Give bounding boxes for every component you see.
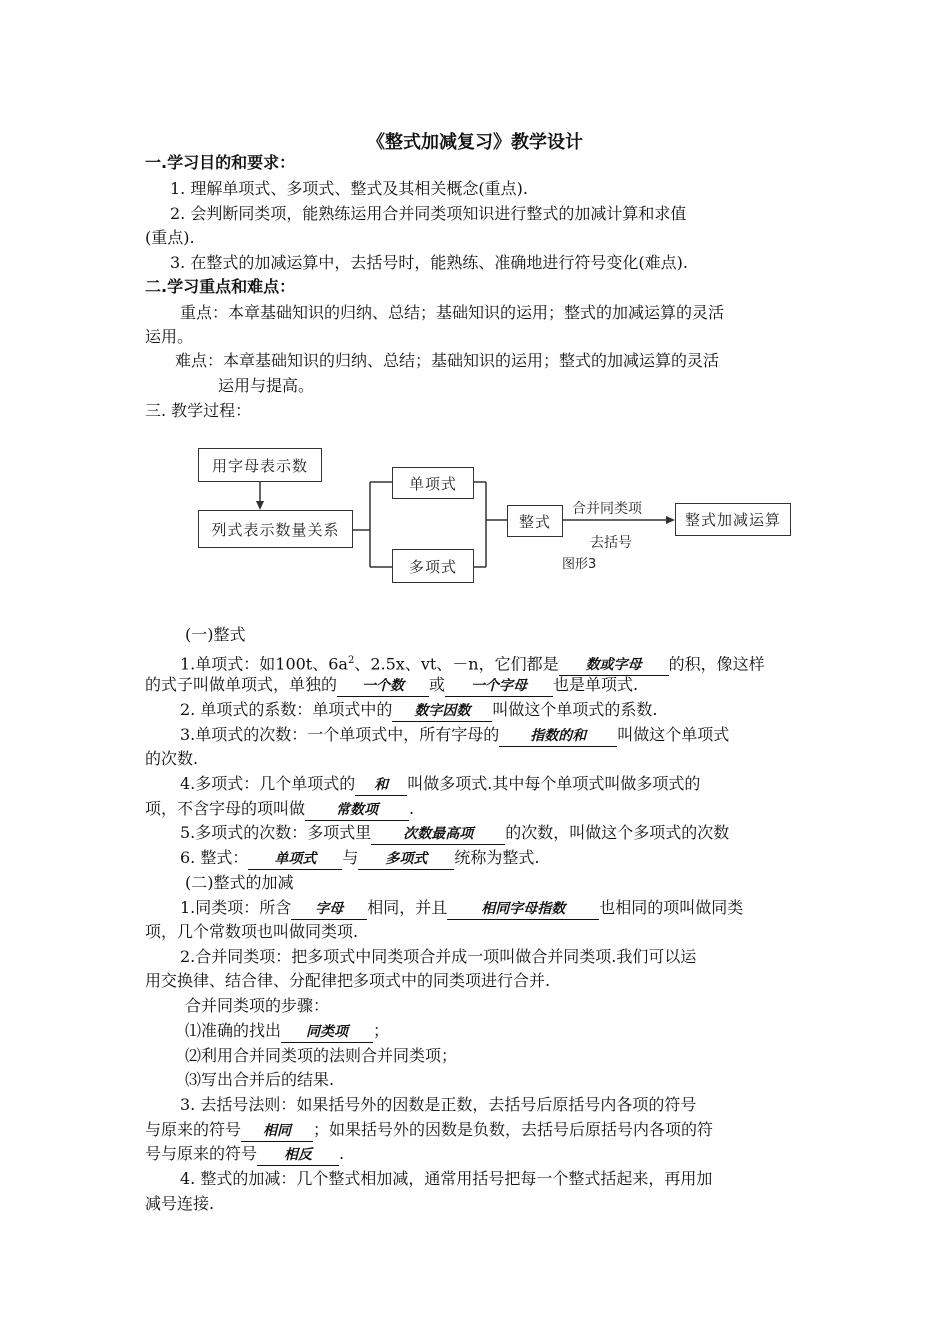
difficulties-line-2: 运用与提高。	[218, 376, 315, 395]
para-poly-degree	[180, 822, 729, 845]
label-remove-parentheses: 去括号	[590, 535, 632, 551]
step-1	[185, 1020, 389, 1043]
text: 的次数，叫做这个多项式的次数	[505, 823, 730, 842]
text: 、2.5x、vt、－n，它们都是	[354, 654, 559, 674]
para-degree-2: 的次数.	[145, 749, 199, 768]
exponent: 2	[347, 655, 355, 666]
fill-blank-answer: 同类项	[281, 1022, 373, 1043]
text: 5.多项式的次数：多项式里	[180, 823, 372, 842]
subsection-heading-add-subtract: (二)整式的加减	[185, 873, 294, 892]
para-combine-2: 用交换律、结合律、分配律把多项式中的同类项进行合并.	[145, 971, 551, 990]
text: 也是单项式.	[553, 675, 639, 694]
subsection-heading-integral: (一)整式	[185, 625, 246, 644]
section-heading-keypoints: 二.学习重点和难点：	[145, 277, 296, 296]
para-monomial-1	[180, 650, 765, 676]
text: 2. 单项式的系数：单项式中的	[180, 700, 393, 719]
text: 1.同类项：所含	[180, 898, 292, 917]
para-paren-rule-2	[145, 1119, 713, 1142]
figure-caption: 图形3	[562, 557, 597, 572]
text: 也相同的项叫做同类	[599, 898, 744, 917]
para-paren-rule-3	[145, 1143, 344, 1166]
para-monomial-2	[145, 674, 638, 697]
para-coefficient	[180, 699, 657, 722]
box-expressions-quantities: 列式表示数量关系	[198, 510, 353, 548]
text: 叫做这个单项式	[617, 725, 730, 744]
text: ；	[373, 1021, 390, 1040]
text: 项，不含字母的项叫做	[145, 799, 306, 818]
text: 统称为整式.	[454, 848, 540, 867]
text: ；如果括号外的因数是负数，去括号后原括号内各项的符	[313, 1120, 714, 1139]
para-integral-expr	[180, 847, 539, 870]
goal-item-2: 2. 会判断同类项，能熟练运用合并同类项知识进行整式的加减计算和求值	[170, 204, 687, 223]
para-polynomial-1	[180, 773, 700, 796]
fill-blank-answer: 一个字母	[445, 676, 553, 697]
box-integral-expression: 整式	[507, 505, 563, 537]
section-heading-goals: 一.学习目的和要求：	[145, 153, 296, 172]
text: 与	[342, 848, 359, 867]
text: 号与原来的符号	[145, 1144, 258, 1163]
text: 1.单项式：如100t、6a	[180, 654, 348, 674]
section-heading-process: 三. 教学过程：	[145, 401, 252, 420]
steps-heading: 合并同类项的步骤：	[185, 996, 330, 1015]
step-3: ⑶写出合并后的结果.	[185, 1070, 335, 1089]
fill-blank-answer: 相同	[241, 1121, 313, 1142]
fill-blank-answer: 数或字母	[559, 655, 669, 676]
text: 与原来的符号	[145, 1120, 242, 1139]
text: 3.单项式的次数：一个单项式中，所有字母的	[180, 725, 500, 744]
text: 相同，并且	[367, 898, 448, 917]
text: 叫做多项式.其中每个单项式叫做多项式的	[407, 774, 701, 793]
fill-blank-answer: 一个数	[337, 676, 429, 697]
document-title: 《整式加减复习》教学设计	[367, 132, 583, 153]
fill-blank-answer: 指数的和	[499, 726, 617, 747]
fill-blank-answer: 单项式	[248, 849, 342, 870]
text: .	[339, 1144, 345, 1163]
text: .	[409, 799, 415, 818]
box-add-subtract-operations: 整式加减运算	[675, 503, 791, 536]
flow-connectors	[0, 0, 950, 620]
step-2: ⑵利用合并同类项的法则合并同类项；	[185, 1046, 458, 1065]
fill-blank-answer: 相反	[257, 1145, 339, 1166]
goal-item-2-cont: (重点).	[145, 228, 195, 247]
fill-blank-answer: 字母	[291, 899, 367, 920]
para-paren-rule-1: 3. 去括号法则：如果括号外的因数是正数，去括号后原括号内各项的符号	[180, 1095, 697, 1114]
fill-blank-answer: 和	[355, 775, 407, 796]
goal-item-3: 3. 在整式的加减运算中，去括号时，能熟练、准确地进行符号变化(难点).	[170, 253, 688, 272]
key-points-line-2: 运用。	[145, 327, 194, 346]
box-letters-represent-numbers: 用字母表示数	[198, 448, 322, 482]
fill-blank-answer: 相同字母指数	[447, 899, 599, 920]
para-polynomial-2	[145, 798, 414, 821]
para-degree-1	[180, 724, 729, 747]
fill-blank-answer: 常数项	[305, 800, 409, 821]
box-monomial: 单项式	[392, 467, 474, 499]
text: 叫做这个单项式的系数.	[492, 700, 658, 719]
fill-blank-answer: 数字因数	[392, 701, 492, 722]
fill-blank-answer: 次数最高项	[371, 824, 505, 845]
difficulties-line-1: 难点：本章基础知识的归纳、总结；基础知识的运用；整式的加减运算的灵活	[175, 351, 720, 370]
goal-item-1: 1. 理解单项式、多项式、整式及其相关概念(重点).	[170, 179, 528, 198]
key-points-line-1: 重点：本章基础知识的归纳、总结；基础知识的运用；整式的加减运算的灵活	[180, 303, 725, 322]
text: 的式子叫做单项式，单独的	[145, 675, 338, 694]
para-combine-1: 2.合并同类项：把多项式中同类项合并成一项叫做合并同类项.我们可以运	[180, 947, 697, 966]
para-add-subtract-1: 4. 整式的加减：几个整式相加减，通常用括号把每一个整式括起来，再用加	[180, 1169, 713, 1188]
box-polynomial: 多项式	[392, 549, 474, 583]
fill-blank-answer: 多项式	[358, 849, 454, 870]
para-like-terms-2: 项，几个常数项也叫做同类项.	[145, 922, 359, 941]
para-add-subtract-2: 减号连接.	[145, 1194, 215, 1213]
para-like-terms-1	[180, 897, 743, 920]
text: 4.多项式：几个单项式的	[180, 774, 356, 793]
text: 的积，像这样	[668, 654, 765, 674]
text: ⑴准确的找出	[185, 1021, 282, 1040]
text: 6. 整式：	[180, 848, 249, 867]
label-combine-like-terms: 合并同类项	[572, 501, 642, 517]
text: 或	[429, 675, 446, 694]
